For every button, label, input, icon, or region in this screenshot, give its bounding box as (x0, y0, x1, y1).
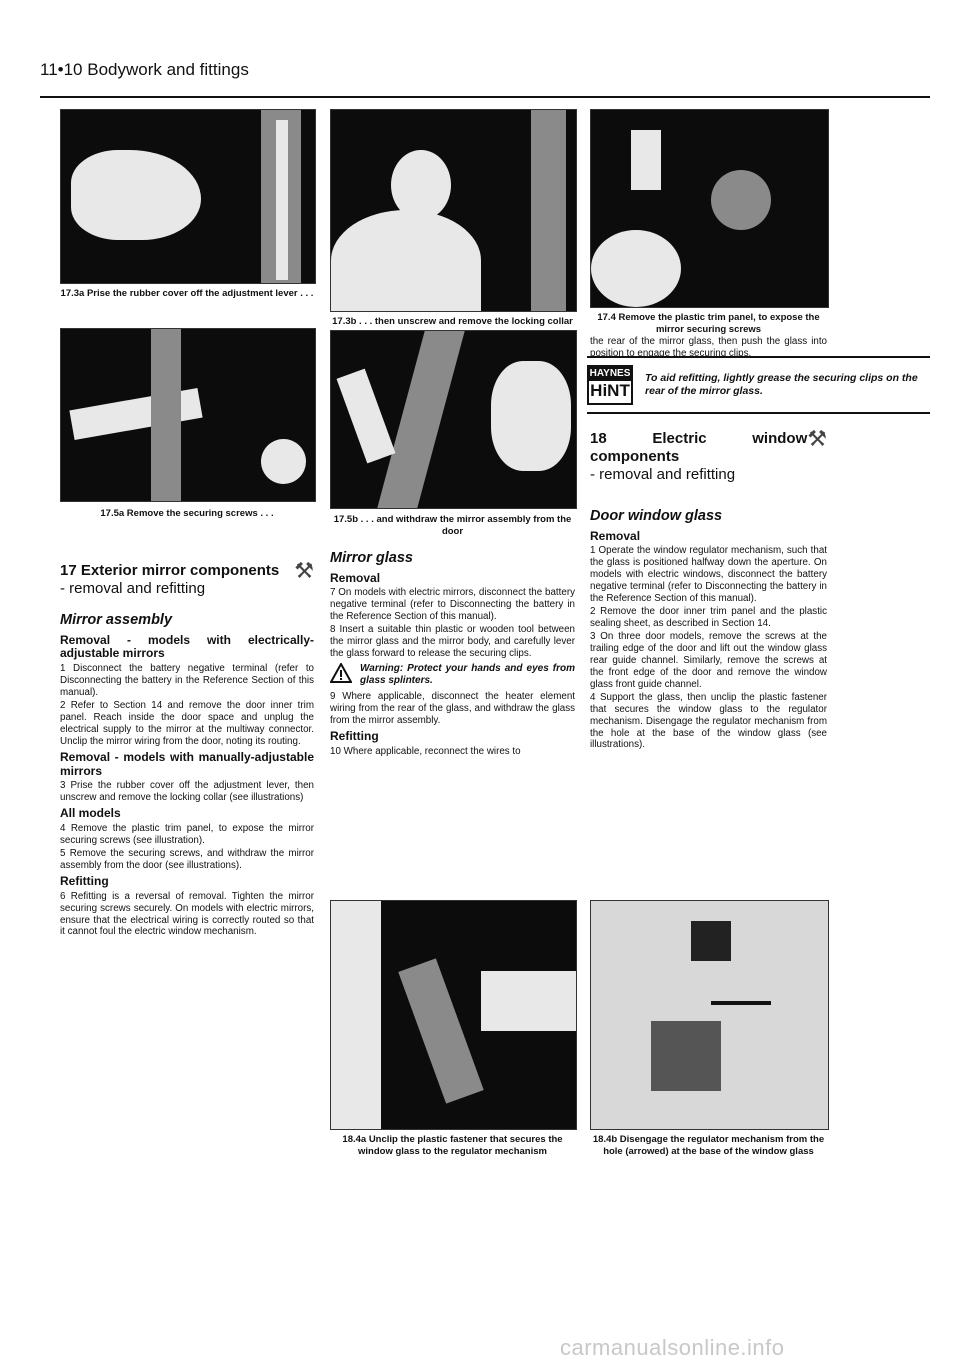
paragraph: 5 Remove the securing screws, and withdraw the mirror assembly from the door (see illustrations). (60, 847, 314, 871)
heading-refitting: Refitting (60, 873, 109, 888)
heading-removal: Removal (590, 528, 641, 543)
paragraph: 3 On three door models, remove the screws at the trailing edge of the door and lift out the window glass rear guide channel. Similarly, remove the screws at the front edge of the door and remove the window glass front guide channel. (590, 631, 827, 690)
watermark-footer: carmanualsonline.info (560, 1335, 785, 1360)
photo-17-5a (60, 328, 316, 502)
heading-refitting: Refitting (330, 729, 379, 744)
paragraph: 4 Remove the plastic trim panel, to expose the mirror securing screws (see illustration). (60, 823, 314, 847)
haynes-hint-logo: HAYNES HiNT (587, 365, 633, 405)
caption-17-3b: 17.3b . . . then unscrew and remove the locking collar (332, 316, 573, 327)
haynes-hint-box (587, 356, 930, 414)
section-17-title: 17 Exterior mirror components (60, 562, 280, 579)
paragraph: 4 Support the glass, then unclip the plastic fastener that secures the window glass to the regulator mechanism. Disengage the regulator mechanism from the hole at the base of the window glass (see illustrations). (590, 691, 827, 751)
paragraph: 2 Remove the door inner trim panel and the plastic sealing sheet, as described in Section 14. (590, 606, 827, 630)
caption-18-4b: 18.4b Disengage the regulator mechanism from the hole (arrowed) at the base of the window glass (592, 1134, 825, 1157)
spanner-difficulty-icon: ⚒ (294, 558, 314, 583)
photo-18-4b (590, 900, 829, 1130)
paragraph: 6 Refitting is a reversal of removal. Tighten the mirror securing screws securely. On models with electric mirrors, ensure that the electrical wiring is correctly routed so that it cannot foul the electric window mechanism. (60, 890, 314, 938)
paragraph: 1 Operate the window regulator mechanism, such that the glass is positioned halfway down the aperture. On models with electric windows, disconnect the battery negative terminal (refer to Disconnecting the battery in the Reference Section of this manual). (590, 545, 827, 605)
caption-17-5b: 17.5b . . . and withdraw the mirror assembly from the door (333, 514, 572, 537)
caption-17-3a: 17.3a Prise the rubber cover off the adjustment lever . . . (60, 288, 314, 299)
section-18-title: 18 Electric window components (590, 430, 808, 465)
photo-17-3b (330, 109, 577, 312)
section-18-subtitle: - removal and refitting (590, 466, 736, 483)
caption-18-4a: 18.4a Unclip the plastic fastener that secures the window glass to the regulator mechanism (342, 1134, 563, 1157)
paragraph: 10 Where applicable, reconnect the wires to (330, 746, 521, 758)
paragraph: 9 Where applicable, disconnect the heater element wiring from the rear of the glass, and withdraw the glass from the mirror assembly. (330, 691, 575, 727)
photo-17-3a (60, 109, 316, 284)
heading-all-models: All models (60, 806, 121, 821)
heading-door-window-glass: Door window glass (590, 508, 723, 524)
header-rule (40, 96, 930, 98)
heading-removal: Removal (330, 570, 381, 585)
photo-17-4 (590, 109, 829, 308)
warning-triangle-icon (330, 663, 352, 683)
section-17-subtitle: - removal and refitting (60, 580, 206, 597)
heading-mirror-glass: Mirror glass (330, 550, 413, 566)
column-3 (590, 428, 827, 752)
caption-17-5a: 17.5a Remove the securing screws . . . (100, 508, 274, 519)
warning-box (330, 663, 575, 687)
paragraph: 8 Insert a suitable thin plastic or wooden tool between the mirror glass and the mirror body, and carefully lever the glass forward to release the securing clips. (330, 624, 575, 660)
paragraph: 7 On models with electric mirrors, disconnect the battery negative terminal (refer to Disconnecting the battery in the Reference Section of this manual). (330, 587, 575, 623)
heading-removal-manual: Removal - models with manually-adjustable mirrors (60, 749, 314, 778)
paragraph: 3 Prise the rubber cover off the adjustment lever, then unscrew and remove the locking collar (see illustrations) (60, 780, 314, 804)
spanner-difficulty-icon: ⚒ (807, 426, 827, 451)
column-2 (330, 546, 575, 759)
hint-text: To aid refitting, lightly grease the securing clips on the rear of the mirror glass. (645, 371, 918, 397)
heading-mirror-assembly: Mirror assembly (60, 612, 173, 628)
photo-17-5b (330, 330, 577, 509)
column-1 (60, 560, 314, 939)
warning-text: Warning: Protect your hands and eyes from glass splinters. (360, 663, 575, 687)
paragraph: the rear of the mirror glass, then push the glass into position to engage the securing clips. (590, 336, 827, 359)
page-header: 11•10 Bodywork and fittings (40, 60, 249, 79)
paragraph: 2 Refer to Section 14 and remove the door inner trim panel. Reach inside the door space and unplug the electrical supply to the mirror at the multiway connector. Unclip the mirror wiring from the door, noting its routing. (60, 700, 314, 747)
caption-17-4: 17.4 Remove the plastic trim panel, to expose the mirror securing screws (597, 312, 820, 335)
paragraph: 1 Disconnect the battery negative terminal (refer to Disconnecting the battery in the Reference Section of this manual). (60, 663, 314, 699)
heading-removal-electric: Removal - models with electrically-adjustable mirrors (60, 632, 314, 661)
photo-18-4a (330, 900, 577, 1130)
